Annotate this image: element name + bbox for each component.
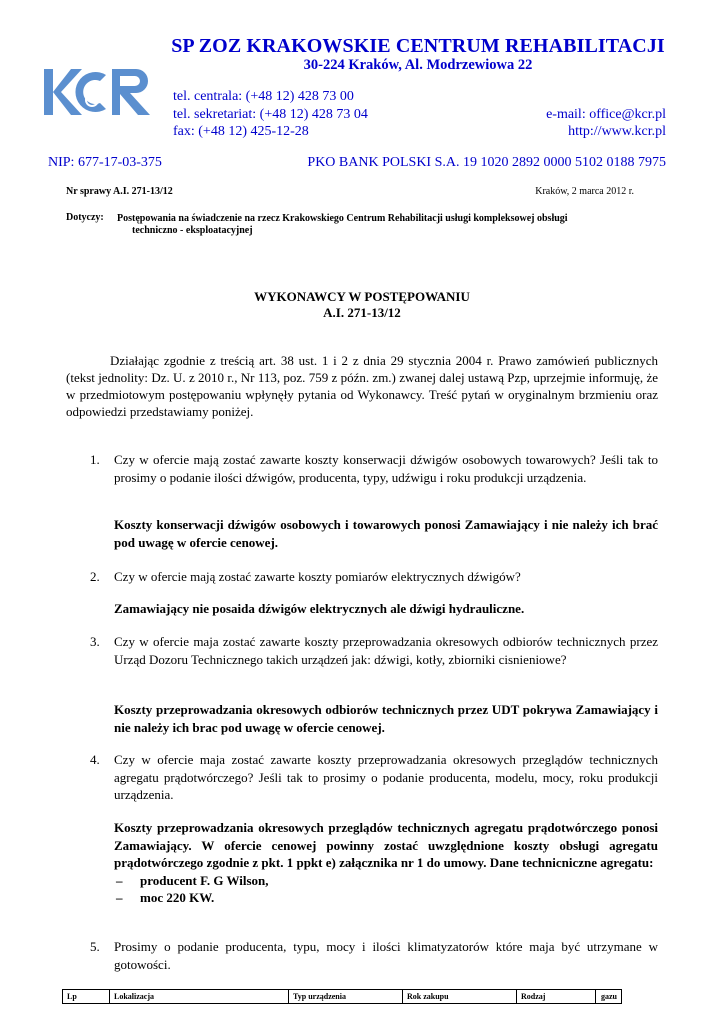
- answer-4: [114, 819, 658, 907]
- table-header-row: [63, 990, 622, 1004]
- document-reference: A.I. 271-13/12: [323, 305, 401, 320]
- question-number: 3.: [90, 634, 100, 649]
- subject-line-1: Postępowania na świadczenie na rzecz Krakowskiego Centrum Rehabilitacji usługi kompleksowej obsługi: [117, 213, 568, 224]
- phone-central: tel. centrala: (+48 12) 428 73 00: [173, 89, 354, 104]
- column-header-gas: gazu: [596, 990, 622, 1004]
- email-address[interactable]: e-mail: office@kcr.pl: [546, 107, 666, 122]
- devices-table: [62, 989, 622, 1004]
- column-header-device-type: Typ urządzenia: [289, 990, 403, 1004]
- case-number: Nr sprawy A.I. 271-13/12: [66, 186, 173, 197]
- intro-paragraph: Działając zgodnie z treścią art. 38 ust. 1 i 2 z dnia 29 stycznia 2004 r. Prawo zamówień publicznych (tekst jednolity: Dz. U. z 2010 r., Nr 113, poz. 759 z późn. zm.) zwanej dalej ustawą Pzp, uprzejmie informuję, że w przedmiotowym postępowaniu wpłynęły pytania od Wykonawcy. Treść pytań w oryginalnym brzmieniu oraz odpowiedzi przedstawiamy poniżej.: [66, 353, 658, 419]
- answer-text: Koszty przeprowadzania okresowych przeglądów technicznych agregatu prądotwórczego ponosi Zamawiający. W ofercie cenowej powinny zostać uwzględnione koszty obsługi agregatu prądotwórczego zgodnie z pkt. 1 ppkt e) załącznika nr 1 do umowy. Dane technicniczne agregatu:: [114, 820, 658, 870]
- question-text: Prosimy o podanie producenta, typu, mocy i ilości klimatyzatorów które maja być utrzymane w gotowości.: [114, 939, 658, 972]
- list-item: – producent F. G Wilson,: [116, 872, 269, 888]
- question-number: 5.: [90, 939, 100, 954]
- bank-account: PKO BANK POLSKI S.A. 19 1020 2892 0000 5102 0188 7975: [307, 155, 666, 170]
- column-header-purchase-year: Rok zakupu: [403, 990, 517, 1004]
- answer-3: Koszty przeprowadzania okresowych odbiorów technicznych przez UDT pokrywa Zamawiający i nie należy ich brac pod uwagę w ofercie cenowej.: [114, 702, 658, 735]
- column-header-type: Rodzaj: [517, 990, 596, 1004]
- question-number: 2.: [90, 569, 100, 584]
- dash-marker: –: [116, 890, 123, 905]
- kcr-logo: [44, 67, 152, 117]
- question-number: 1.: [90, 452, 100, 467]
- question-text: Czy w ofercie mają zostać zawarte koszty konserwacji dźwigów osobowych towarowych? Jeśli tak to prosimy o podanie ilości dźwigów, producenta, typy, udźwigu i roku produkcji urządzenia.: [114, 452, 658, 485]
- question-5: [90, 938, 658, 973]
- dash-marker: –: [116, 872, 123, 888]
- question-text: Czy w ofercie maja zostać zawarte koszty przeprowadzania okresowych odbiorów technicznych przez Urząd Dozoru Technicznego takich urządzeń jak: dźwigi, kotły, zbiorniki cisnieniowe?: [114, 634, 658, 667]
- question-1: [90, 451, 658, 486]
- question-text: Czy w ofercie mają zostać zawarte koszty pomiarów elektrycznych dźwigów?: [114, 569, 521, 584]
- column-header-location: Lokalizacja: [110, 990, 289, 1004]
- agregat-specs-list: [114, 872, 658, 907]
- question-3: [90, 633, 658, 668]
- phone-secretariat: tel. sekretariat: (+48 12) 428 73 04: [173, 107, 368, 122]
- organization-name: SP ZOZ KRAKOWSKIE CENTRUM REHABILITACJI: [171, 35, 665, 57]
- subject-label: Dotyczy:: [66, 212, 104, 223]
- question-4: [90, 751, 658, 804]
- answer-2: Zamawiający nie posaida dźwigów elektrycznych ale dźwigi hydrauliczne.: [114, 601, 525, 616]
- answer-1: Koszty konserwacji dźwigów osobowych i towarowych ponosi Zamawiający i nie należy ich brać pod uwagę w ofercie cenowej.: [114, 517, 658, 550]
- column-header-lp: Lp: [63, 990, 110, 1004]
- question-2: [90, 568, 658, 586]
- organization-address: 30-224 Kraków, Al. Modrzewiowa 22: [303, 57, 533, 73]
- question-number: 4.: [90, 752, 100, 767]
- document-date: Kraków, 2 marca 2012 r.: [535, 186, 634, 197]
- document-title: WYKONAWCY W POSTĘPOWANIU: [254, 289, 470, 304]
- question-text: Czy w ofercie maja zostać zawarte koszty przeprowadzania okresowych przeglądów technicznych agregatu prądotwórczego? Jeśli tak to prosimy o podanie producenta, modelu, mocy, roku produkcji urządzenia.: [114, 752, 658, 802]
- website-link[interactable]: http://www.kcr.pl: [568, 124, 666, 139]
- fax-number: fax: (+48 12) 425-12-28: [173, 124, 309, 139]
- nip-number: NIP: 677-17-03-375: [48, 155, 162, 170]
- subject-line-2: techniczno - eksploatacyjnej: [132, 225, 253, 236]
- list-item: – moc 220 KW.: [116, 890, 215, 905]
